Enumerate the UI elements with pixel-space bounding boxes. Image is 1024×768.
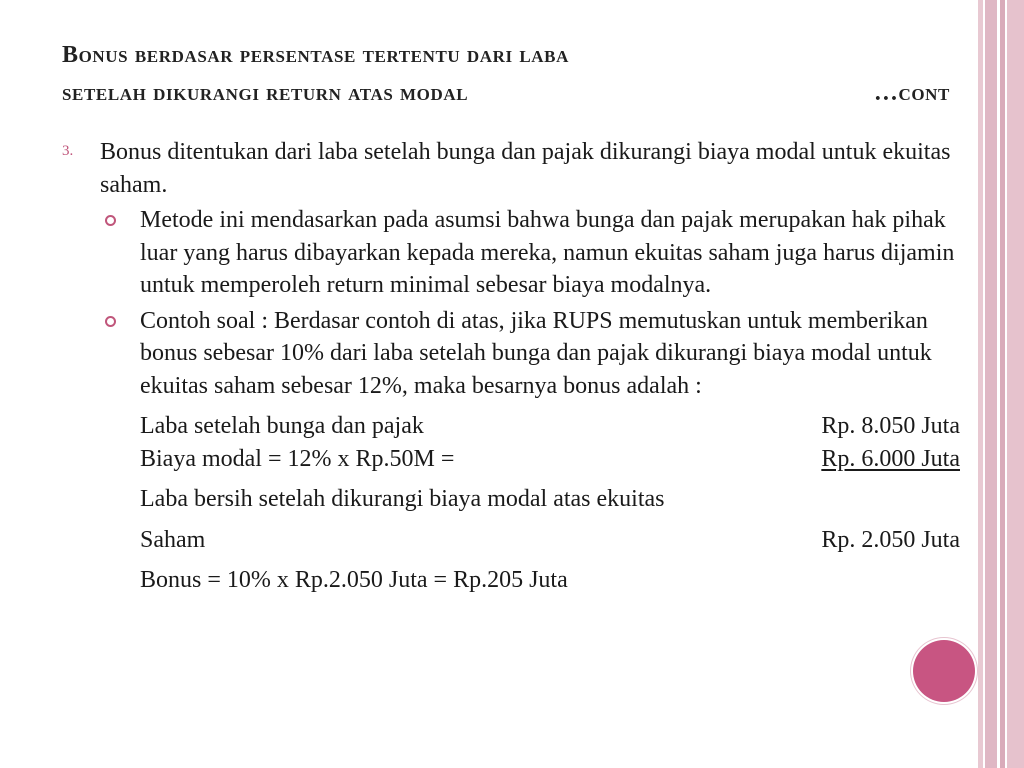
calc-label: Laba setelah bunga dan pajak bbox=[140, 413, 424, 439]
bullet-item bbox=[62, 204, 972, 302]
calc-value: Rp. 2.050 Juta bbox=[821, 526, 960, 553]
decorative-circle bbox=[913, 640, 975, 702]
slide-title bbox=[62, 36, 962, 112]
bonus-line: Bonus = 10% x Rp.2.050 Juta = Rp.205 Juta bbox=[140, 567, 568, 593]
calc-value: Rp. 6.000 Juta bbox=[821, 445, 960, 472]
title-cont: …cont bbox=[873, 80, 950, 106]
bullet-text: Contoh soal : Berdasar contoh di atas, jika RUPS memutuskan untuk memberikan bonus sebesar 10% dari laba setelah bunga dan pajak dikurangi biaya modal untuk ekuitas saham sebesar 12%, maka besarnya bonus adalah : bbox=[140, 307, 932, 399]
circle-bullet-icon bbox=[105, 316, 116, 327]
calc-row bbox=[140, 524, 960, 557]
decorative-stripes bbox=[978, 0, 1024, 768]
circle-bullet-icon bbox=[105, 215, 116, 226]
calc-row bbox=[140, 443, 960, 476]
calc-row bbox=[140, 410, 960, 443]
title-line-2-wrapper bbox=[62, 74, 950, 112]
stripe bbox=[1007, 0, 1024, 768]
net-label-line: Laba bersih setelah dikurangi biaya modal atas ekuitas bbox=[140, 486, 665, 512]
bullet-item bbox=[62, 305, 972, 403]
stripe bbox=[985, 0, 997, 768]
calc-label: Biaya modal = 12% x Rp.50M = bbox=[140, 445, 455, 472]
title-line-2: setelah dikurangi return atas modal bbox=[62, 80, 469, 106]
title-line-1: Bonus berdasar persentase tertentu dari laba bbox=[62, 42, 569, 68]
item-number: 3. bbox=[62, 143, 74, 159]
calc-label: Saham bbox=[140, 526, 206, 553]
item-text: Bonus ditentukan dari laba setelah bunga dan pajak dikurangi biaya modal untuk ekuitas saham. bbox=[100, 139, 951, 198]
calculation-block bbox=[62, 410, 972, 597]
calc-value: Rp. 8.050 Juta bbox=[821, 413, 960, 439]
bullet-text: Metode ini mendasarkan pada asumsi bahwa bunga dan pajak merupakan hak pihak luar yang harus dibayarkan kepada mereka, namun ekuitas saham juga harus dijamin untuk memperoleh return minimal sebesar biaya modalnya. bbox=[140, 207, 955, 298]
numbered-item bbox=[62, 136, 972, 201]
slide-content bbox=[62, 136, 972, 597]
